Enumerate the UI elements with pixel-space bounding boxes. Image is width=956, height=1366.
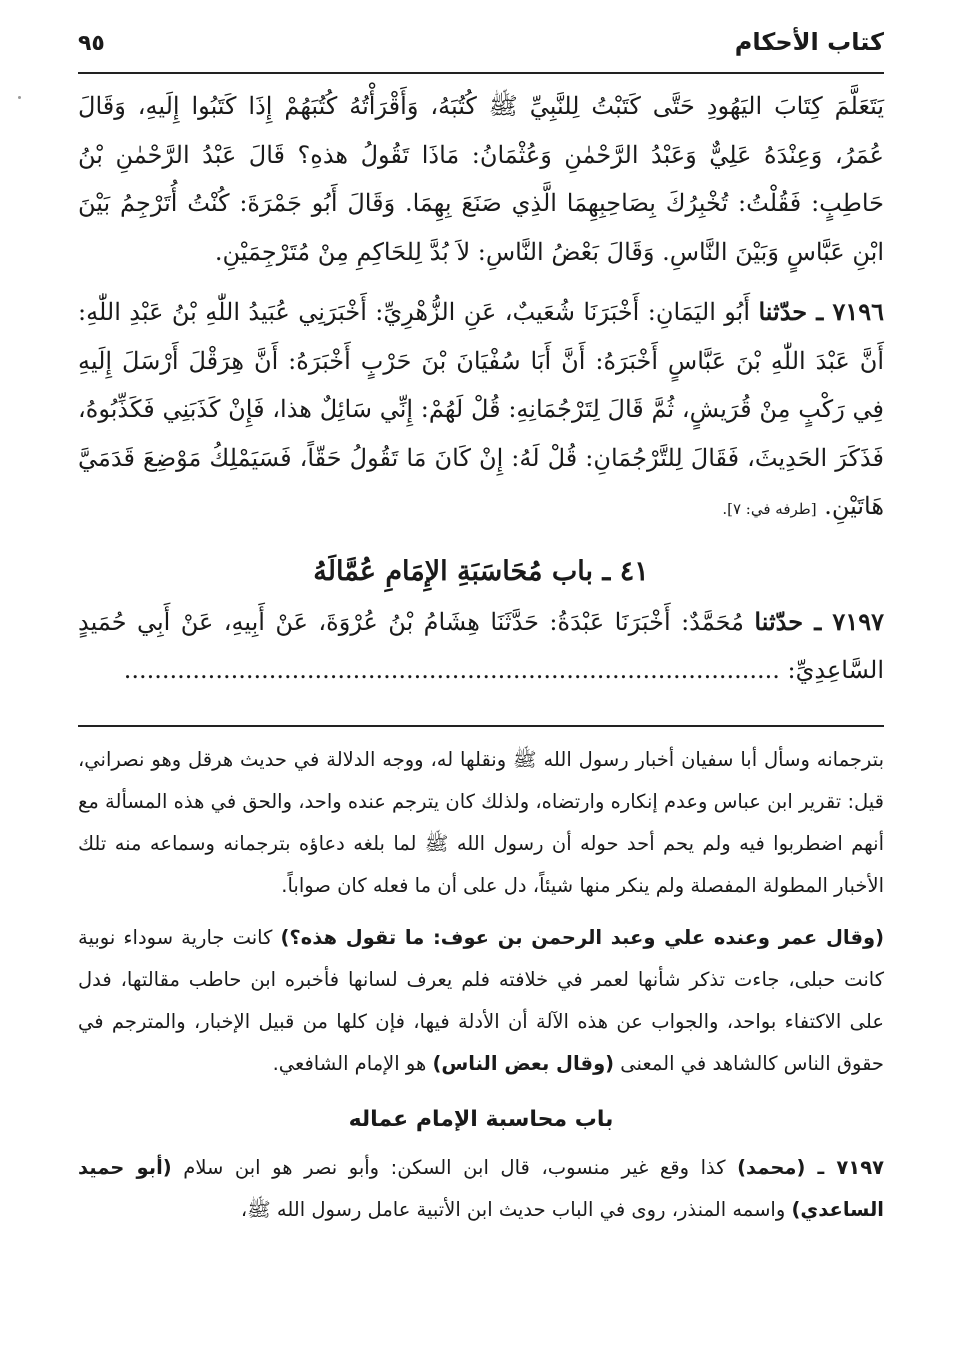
commentary-text: كذا وقع غير منسوب، قال ابن السكن: وأبو نصر هو ابن سلام	[171, 1155, 738, 1179]
page-header	[78, 28, 884, 74]
hadith-7197-text: مُحَمَّدٌ: أَخْبَرَنَا عَبْدَةُ: حَدَّثَنَا هِشَامُ بْنُ عُرْوَةَ، عَنْ أَبِيهِ، عَنْ أَبِي حُمَيدٍ السَّاعِدِيِّ:	[78, 607, 884, 684]
hadith-7197	[78, 598, 884, 695]
commentary-chapter-title: باب محاسبة الإمام عماله	[348, 1106, 614, 1132]
hadith-7197-dots: ......................................................................................	[123, 656, 780, 684]
commentary	[78, 739, 884, 1231]
commentary-paragraph-1: بترجمانه وسأل أبا سفيان أخبار رسول الله ﷺ ونقلها له، ووجه الدلالة في حديث هرقل وهو نصراني، قيل: تقرير ابن عباس وعدم إنكاره وارتضاه، ولذلك كان يترجم عنده واحد، والحق في هذه المسألة مع أنهم اضطربوا فيه ولم يحم أحد حوله أن رسول الله ﷺ لما بلغه دعاؤه بترجمانه وسماعه منه تلك الأخبار المطولة المفصلة ولم ينكر منها شيئاً، دل على أن ما فعله كان صواباً.	[78, 747, 884, 897]
hadith-7196-reference: [طرفه في: ٧].	[722, 500, 817, 518]
margin-mark	[18, 96, 21, 99]
page-number: ٩٥	[78, 31, 105, 56]
hadith-continuation: يَتَعَلَّمَ كِتَابَ اليَهُودِ حَتَّى كَتَبْتُ لِلنَّبِيِّ ﷺ كُتُبَهُ، وَأَقْرَأْتُهُ كُتُبَهُمْ إِذَا كَتَبُوا إِلَيهِ، وَقَالَ عُمَرُ، وَعِنْدَهُ عَلِيٌّ وَعَبْدُ الرَّحْمٰنِ وَعُثْمَانُ: مَاذَا تَقُولُ هذهِ؟ قَالَ عَبْدُ الرَّحْمٰنِ بْنُ حَاطِبٍ: فَقُلْتُ: تُخْبِرُكَ بِصَاحِبِهِمَا الَّذِي صَنَعَ بِهِمَا. وَقَالَ أَبُو جَمْرَةَ: كُنْتُ أُتَرْجِمُ بَيْنَ ابْنِ عَبَّاسٍ وَبَيْنَ النَّاسِ. وَقَالَ بَعْضُ النَّاسِ: لاَ بُدَّ لِلحَاكِمِ مِنْ مُتَرْجِمَيْنِ.	[78, 92, 884, 266]
hadith-7196-number: ٧١٩٦ ـ حدّثنا	[758, 297, 884, 326]
commentary-text: هو الإمام الشافعي.	[272, 1051, 433, 1075]
chapter-title: ٤١ ـ باب مُحَاسَبَةِ الإِمَامِ عُمَّالَهُ	[313, 555, 649, 587]
main-text	[78, 82, 884, 695]
book-page	[78, 28, 884, 1231]
commentary-hadith-number: ٧١٩٧ ـ (محمد)	[737, 1155, 884, 1179]
hadith-7197-number: ٧١٩٧ ـ حدّثنا	[754, 606, 884, 636]
hadith-7196	[78, 288, 884, 534]
footnote-divider	[78, 725, 884, 727]
commentary-quote-some-people: (وقال بعض الناس)	[432, 1051, 615, 1075]
commentary-quote-abu-humaid: (أبو حميد الساعدي)	[78, 1155, 884, 1221]
book-title: كتاب الأحكام	[734, 28, 884, 56]
hadith-7196-text: أَبُو اليَمَانِ: أَخْبَرَنَا شُعَيبٌ، عَنِ الزُّهْرِيِّ: أَخْبَرَنِي عُبَيدُ اللّٰهِ بْنُ عَبْدِ اللّٰهِ: أَنَّ عَبْدَ اللّٰهِ بْنَ عَبَّاسٍ أَخْبَرَهُ: أَنَّ أَبَا سُفْيَانَ بْنَ حَرْبٍ أَخْبَرَهُ: أَنَّ هِرَقْلَ أَرْسَلَ إِلَيهِ فِي رَكْبٍ مِنْ قُرَيشٍ، ثُمَّ قَالَ لِتَرْجُمَانِهِ: قُلْ لَهُمْ: إِنِّي سَائِلٌ هذا، فَإِنْ كَذَبَنِي فَكَذِّبُوهُ، فَذَكَرَ الحَدِيثَ، فَقَالَ لِلتَّرْجُمَانِ: قُلْ لَهُ: إِنْ كَانَ مَا تَقُولُ حَقّاً، فَسَيَمْلِكُ مَوْضِعَ قَدَمَيَّ هَاتَيْنِ.	[78, 298, 884, 520]
commentary-paragraph-3	[78, 1147, 884, 1231]
commentary-quote-umar: (وقال عمر وعنده علي وعبد الرحمن بن عوف: ما تقول هذه؟)	[280, 925, 884, 949]
commentary-text: واسمه المنذر، روى في الباب حديث ابن الأتبية عامل رسول الله ﷺ،	[240, 1197, 792, 1221]
commentary-paragraph-2	[78, 917, 884, 1085]
commentary-text: كانت جارية سوداء نوبية كانت حبلى، جاءت تذكر شأنها لعمر في خلافته فلم يعرف لسانها فأخبره ابن حاطب مقالتها، فدل على الاكتفاء بواحد، والجواب عن هذه الآلة أن الأدلة فيها، فإن كلها من قبيل الإخبار، والمترجم في حقوق الناس كالشاهد في المعنى	[78, 925, 884, 1075]
